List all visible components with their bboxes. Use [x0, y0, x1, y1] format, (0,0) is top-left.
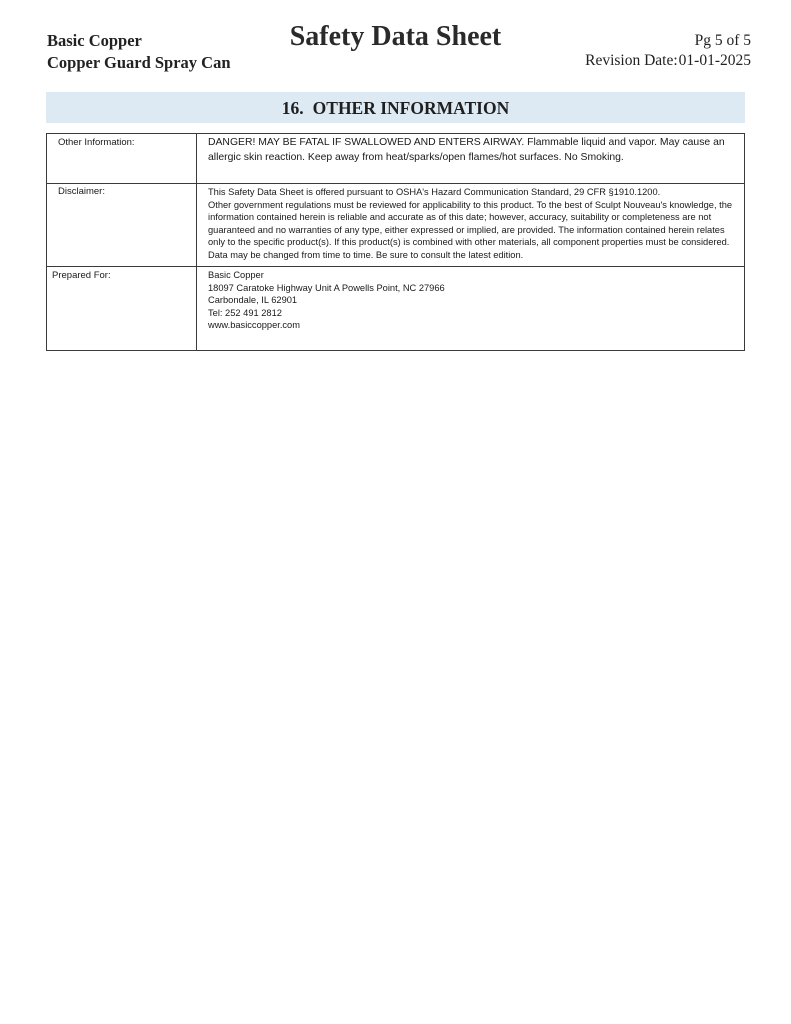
page-number: Pg 5 of 5 [694, 32, 751, 49]
revision-line [585, 51, 751, 71]
table-row [47, 134, 745, 184]
revision-label: Revision Date: [585, 52, 678, 69]
disclaimer-cell [197, 184, 745, 267]
table-row [47, 184, 745, 267]
disclaimer-label: Disclaimer: [47, 184, 197, 267]
other-information-label: Other Information: [47, 134, 197, 184]
other-information-text: DANGER! MAY BE FATAL IF SWALLOWED AND ENTERS AIRWAY. Flammable liquid and vapor. May cause an allergic skin reaction. Keep away from heat/sparks/open flames/hot surfaces. No Smoking. [197, 134, 745, 184]
disclaimer-first-line: This Safety Data Sheet is offered pursuant to OSHA's Hazard Communication Standard, 29 CFR §1910.1200. [208, 187, 661, 197]
section-number: 16. [281, 98, 304, 118]
revision-date: 01-01-2025 [678, 52, 751, 69]
prepared-for-phone: Tel: 252 491 2812 [208, 307, 282, 318]
document-header-right [585, 31, 751, 71]
section-heading [46, 92, 745, 123]
other-information-table [46, 133, 745, 351]
prepared-for-label: Prepared For: [47, 267, 197, 351]
prepared-for-address [197, 267, 745, 351]
prepared-for-street: 18097 Caratoke Highway Unit A Powells Point, NC 27966 [208, 282, 445, 293]
prepared-for-company: Basic Copper [208, 270, 264, 280]
company-name: Basic Copper [47, 31, 142, 50]
section-title: OTHER INFORMATION [312, 98, 510, 118]
document-title: Safety Data Sheet [289, 21, 502, 52]
prepared-for-city: Carbondale, IL 62901 [208, 295, 298, 305]
disclaimer-body: Other government regulations must be reviewed for applicability to this product. To the best of Sculpt Nouveau's knowledge, the information contained herein is reliable and accurate as of this date; however, accuracy, suitability or completeness are not guaranteed and no warranties of any type, either expressed or implied, are provided. The information contained herein relates only to the specific product(s). If this product(s) is combined with other materials, all component properties must be considered. Data may be changed from time to time. Be sure to consult the latest edition. [208, 199, 733, 260]
prepared-for-website: www.basiccopper.com [208, 320, 300, 330]
product-name: Copper Guard Spray Can [47, 52, 231, 72]
table-row [47, 267, 745, 351]
